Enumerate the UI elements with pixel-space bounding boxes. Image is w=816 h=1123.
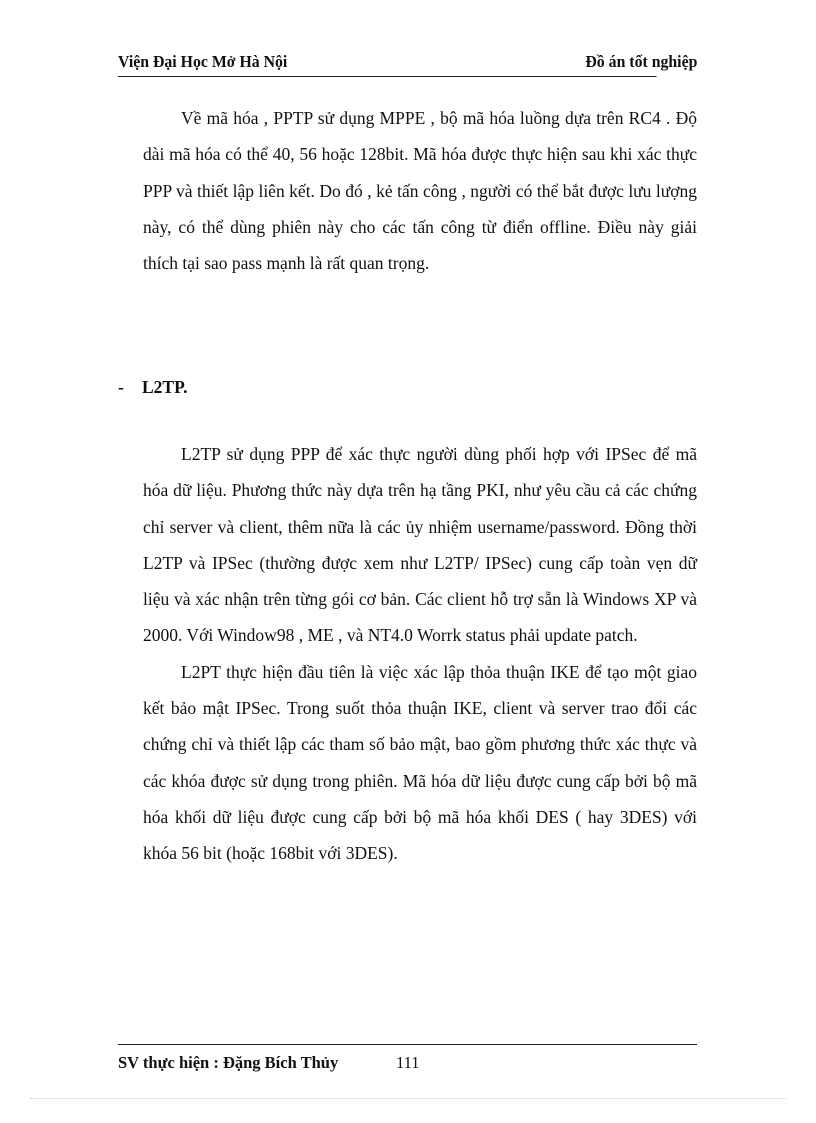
paragraph-pptp-encryption: Về mã hóa , PPTP sử dụng MPPE , bộ mã hóa luồng dựa trên RC4 . Độ dài mã hóa có thể 40, 56 hoặc 128bit. Mã hóa được thực hiện sau khi xác thực PPP và thiết lập liên kết. Do đó , kẻ tấn công , người có thể bắt được lưu lượng này, có thể dùng phiên này cho các tấn công từ điển offline. Điều này giải thích tại sao pass mạnh là rất quan trọng. <box>143 108 697 274</box>
paragraph-l2tp-overview: L2TP sử dụng PPP để xác thực người dùng phối hợp với IPSec để mã hóa dữ liệu. Phương thức này dựa trên hạ tầng PKI, như yêu cầu cả các chứng chỉ server và client, thêm nữa là các ủy nhiệm username/password. Đồng thời L2TP và IPSec (thường được xem như L2TP/ IPSec) cung cấp toàn vẹn dữ liệu và xác nhận trên từng gói cơ bản. Các client hỗ trợ sẵn là Windows XP và 2000. Với Window98 , ME , và NT4.0 Worrk status phải update patch. <box>143 444 697 646</box>
page-edge-divider <box>30 1098 786 1099</box>
section-heading-l2tp <box>118 377 188 398</box>
header-institution: Viện Đại Học Mở Hà Nội <box>118 52 288 71</box>
page-number: 111 <box>396 1053 420 1072</box>
l2tp-section <box>143 436 697 872</box>
footer-author: SV thực hiện : Đặng Bích Thủy <box>118 1053 339 1072</box>
section-title: L2TP. <box>142 377 188 397</box>
page-footer <box>118 1044 697 1073</box>
page-header <box>118 50 698 77</box>
pptp-section <box>143 100 697 281</box>
header-document-type: Đồ án tốt nghiệp <box>585 52 698 71</box>
paragraph-l2tp-ike: L2PT thực hiện đầu tiên là việc xác lập thỏa thuận IKE để tạo một giao kết bảo mật IPSec. Trong suốt thỏa thuận IKE, client và server trao đổi các chứng chỉ và thiết lập các tham số bảo mật, bao gồm phương thức xác thực và các khóa được sử dụng trong phiên. Mã hóa dữ liệu được cung cấp bởi bộ mã hóa khối dữ liệu được cung cấp bởi bộ mã hóa khối DES ( hay 3DES) với khóa 56 bit (hoặc 168bit với 3DES). <box>143 661 697 864</box>
bullet-dash: - <box>118 377 124 397</box>
